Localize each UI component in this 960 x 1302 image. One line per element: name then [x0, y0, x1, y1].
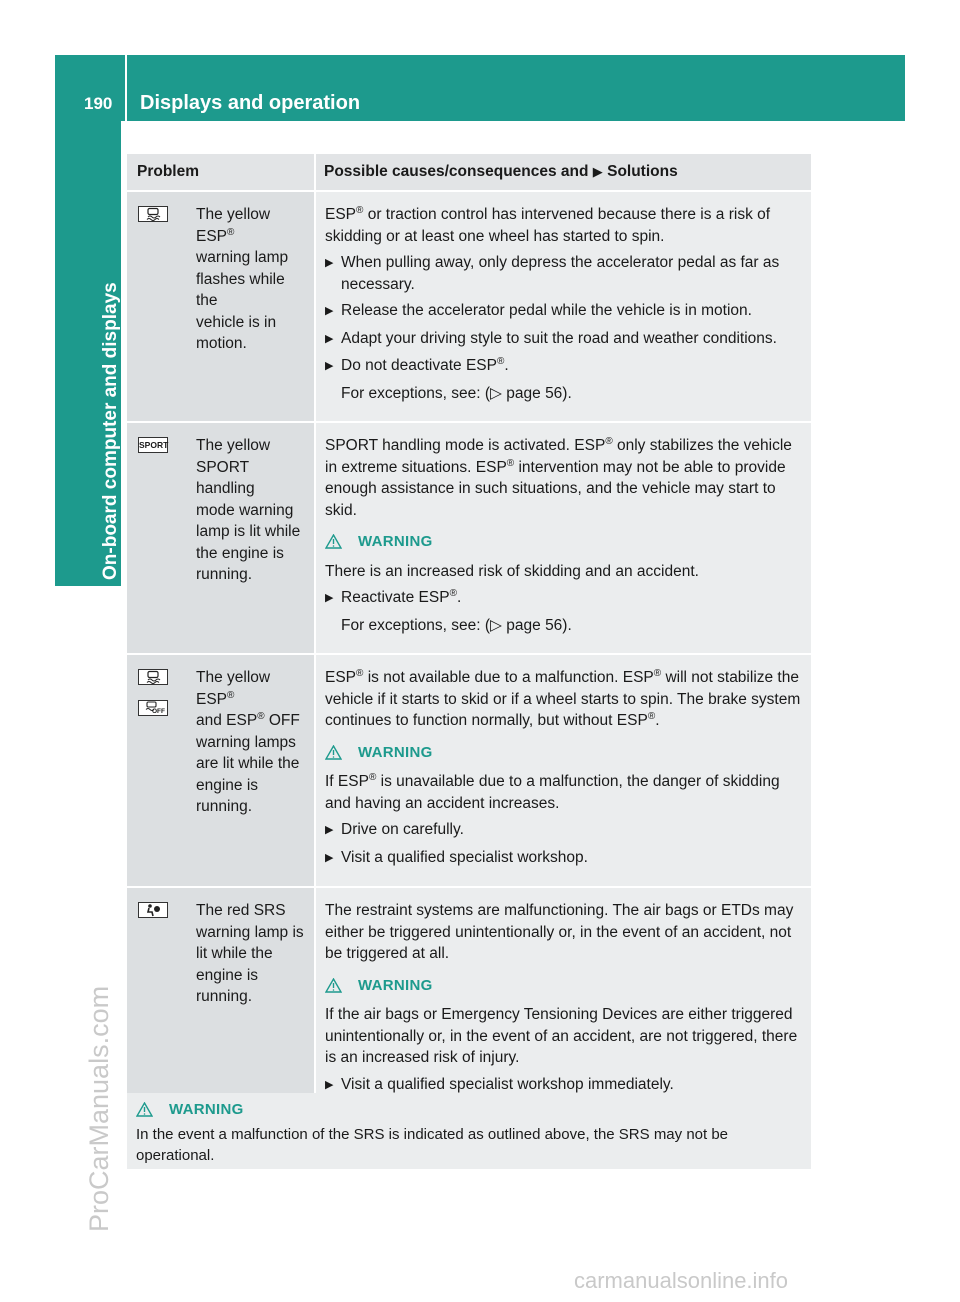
text: If ESP	[325, 773, 369, 790]
warning-label: WARNING	[358, 743, 433, 761]
bullet-arrow-icon: ▶	[325, 1078, 334, 1091]
bullet-arrow-icon: ▶	[325, 332, 334, 345]
bullet-arrow-icon: ▶	[325, 824, 334, 836]
problem-line: warning lamps	[196, 733, 296, 751]
warning-heading	[136, 1099, 802, 1120]
registered-mark: ®	[356, 204, 364, 216]
problem-line: running.	[196, 988, 253, 1005]
watermark-bottom: carmanualsonline.info	[574, 1268, 789, 1293]
side-tab-title: On-board computer and displays	[100, 282, 121, 580]
problem-line	[196, 667, 308, 710]
warning-label: WARNING	[358, 533, 433, 550]
list-item	[325, 328, 803, 351]
bullet-text: Adapt your driving style to suit the road and weather conditions.	[341, 329, 777, 347]
text: For exceptions, see: (	[341, 616, 491, 634]
page-ref-icon: ▷	[490, 384, 502, 402]
bullet-text: Drive on carefully.	[341, 821, 464, 838]
esp-off-icon-text: OFF	[152, 707, 165, 715]
registered-mark: ®	[227, 226, 235, 238]
problem-line: lamp is lit while	[196, 523, 301, 540]
registered-mark: ®	[506, 457, 515, 469]
solution-intro: The restraint systems are malfunctioning. The air bags or ETDs may either be triggered unintentionally or, in the event of an accident, not be triggered at all.	[325, 902, 794, 962]
problem-cell	[127, 422, 315, 654]
esp-off-icon	[138, 700, 168, 716]
text: .	[655, 712, 660, 729]
sport-icon-text: SPORT	[139, 440, 169, 450]
page-reference[interactable]	[325, 615, 803, 637]
problem-line: SPORT handling	[196, 458, 255, 497]
problem-line: are lit while the	[196, 755, 300, 772]
warning-triangle-icon	[325, 978, 342, 993]
registered-mark: ®	[257, 710, 265, 722]
table-row	[127, 422, 811, 654]
warning-text: There is an increased risk of skidding and an accident.	[325, 562, 699, 580]
problem-line: the engine is	[196, 544, 284, 562]
text: Reactivate ESP	[341, 589, 450, 606]
text: page 56).	[501, 616, 572, 634]
bullet-text	[341, 587, 461, 610]
list-item	[325, 300, 803, 323]
registered-mark: ®	[496, 355, 505, 367]
text: only stabilizes the vehicle in extreme situations. ESP	[325, 437, 792, 476]
solution-cell	[315, 887, 811, 1113]
problem-line: The red SRS	[196, 902, 286, 919]
list-item	[325, 355, 803, 378]
text: The yellow ESP	[196, 669, 271, 708]
problem-line: engine is	[196, 966, 259, 984]
text: and ESP	[196, 712, 258, 729]
solution-intro	[325, 667, 803, 732]
bullet-text: Visit a qualified specialist workshop.	[341, 848, 588, 866]
warning-triangle-icon	[136, 1102, 153, 1117]
header-divider	[125, 55, 127, 121]
page-reference[interactable]	[325, 383, 803, 405]
table-row	[127, 887, 811, 1113]
warning-text: If the air bags or Emergency Tensioning Devices are either triggered unintentionally or, in the event of an accident, are not triggered, there is an increased risk of injury.	[325, 1006, 798, 1066]
bullet-arrow-icon: ▶	[325, 360, 334, 372]
solution-cell	[315, 654, 811, 887]
registered-mark: ®	[653, 667, 662, 679]
problem-line: engine is	[196, 776, 259, 794]
registered-mark: ®	[368, 771, 377, 783]
bullet-arrow-icon: ▶	[325, 851, 334, 864]
problem-cell	[127, 887, 315, 1113]
bullet-text: Release the accelerator pedal while the vehicle is in motion.	[341, 302, 752, 319]
problem-line: motion.	[196, 335, 247, 352]
problem-line: vehicle is in	[196, 313, 277, 331]
problem-line: warning lamp	[196, 249, 289, 266]
table-row	[127, 654, 811, 887]
text: intervention may not be able to provide enough assistance in such situations, and the vehicle may start to skid.	[325, 458, 786, 519]
problem-line: running.	[196, 798, 253, 815]
problem-line: mode warning	[196, 501, 294, 519]
solutions-arrow-icon: ▶	[592, 164, 603, 180]
esp-icon	[138, 206, 168, 222]
text: ESP	[325, 669, 357, 686]
problem-line	[196, 204, 308, 247]
bullet-text: When pulling away, only depress the accelerator pedal as far as necessary.	[341, 254, 780, 293]
bullet-text	[341, 355, 509, 378]
col-header-problem: Problem	[127, 154, 315, 191]
registered-mark: ®	[356, 667, 364, 679]
bullet-arrow-icon: ▶	[325, 592, 334, 604]
bullet-text: Visit a qualified specialist workshop immediately.	[341, 1075, 674, 1093]
page-ref-icon: ▷	[490, 616, 502, 634]
text: page 56).	[501, 384, 572, 402]
solution-cell	[315, 191, 811, 422]
col-header-solutions-pre: Possible causes/consequences and	[324, 163, 593, 181]
bullet-arrow-icon: ▶	[325, 257, 334, 269]
problem-line: warning lamp is	[196, 923, 304, 941]
esp-icon	[138, 669, 168, 685]
registered-mark: ®	[605, 435, 613, 447]
list-item	[325, 587, 803, 610]
problem-line-text: The yellow ESP	[196, 206, 271, 245]
col-header-solutions-post: Solutions	[602, 163, 678, 181]
problem-line: lit while the	[196, 945, 273, 962]
text: ESP	[325, 206, 357, 223]
warning-label: WARNING	[169, 1101, 244, 1118]
warning-triangle-icon	[325, 745, 342, 760]
problem-cell	[127, 191, 315, 422]
warning-heading	[325, 975, 803, 997]
problem-line: running.	[196, 566, 253, 583]
table-header-row	[127, 154, 811, 191]
problem-line: flashes while the	[196, 270, 285, 309]
text: SPORT handling mode is activated. ESP	[325, 437, 606, 454]
text: or traction control has intervened because there is a risk of skidding or at least one wheel has started to spin.	[325, 206, 771, 245]
problem-cell	[127, 654, 315, 887]
text: For exceptions, see: (	[341, 384, 491, 402]
solution-intro	[325, 204, 803, 247]
col-header-solutions	[315, 154, 811, 191]
warning-heading	[325, 531, 803, 553]
registered-mark: ®	[227, 689, 235, 701]
registered-mark: ®	[449, 587, 457, 599]
srs-warning-box	[127, 1093, 811, 1169]
warning-text	[325, 771, 803, 814]
problem-line: The yellow	[196, 437, 271, 454]
page-title: Displays and operation	[140, 92, 361, 114]
solution-intro	[325, 435, 803, 521]
list-item	[325, 819, 803, 842]
page-number: 190	[84, 94, 113, 113]
table-row	[127, 191, 811, 422]
sport-icon	[138, 437, 168, 453]
text: .	[456, 589, 462, 606]
warning-text: In the event a malfunction of the SRS is indicated as outlined above, the SRS may not be operational.	[136, 1126, 729, 1164]
warning-label: WARNING	[358, 976, 433, 994]
solution-cell	[315, 422, 811, 654]
registered-mark: ®	[647, 710, 656, 722]
problem-solution-table	[127, 154, 811, 1113]
problem-line	[196, 710, 308, 732]
watermark-left: ProCarManuals.com	[84, 985, 114, 1232]
warning-heading	[325, 742, 803, 764]
list-item	[325, 252, 803, 295]
list-item	[325, 847, 803, 870]
text: will not stabilize the vehicle if it starts to skid or if a wheel starts to spin. The brake system continues to function normally, but without ESP	[325, 669, 801, 729]
text: .	[504, 357, 509, 374]
srs-icon	[138, 902, 168, 918]
text: Do not deactivate ESP	[341, 357, 497, 374]
text: is not available due to a malfunction. ESP	[363, 669, 654, 686]
text: is unavailable due to a malfunction, the danger of skidding and having an accident increases.	[325, 773, 780, 812]
bullet-arrow-icon: ▶	[325, 305, 334, 317]
warning-triangle-icon	[325, 534, 342, 549]
text: OFF	[264, 712, 300, 729]
